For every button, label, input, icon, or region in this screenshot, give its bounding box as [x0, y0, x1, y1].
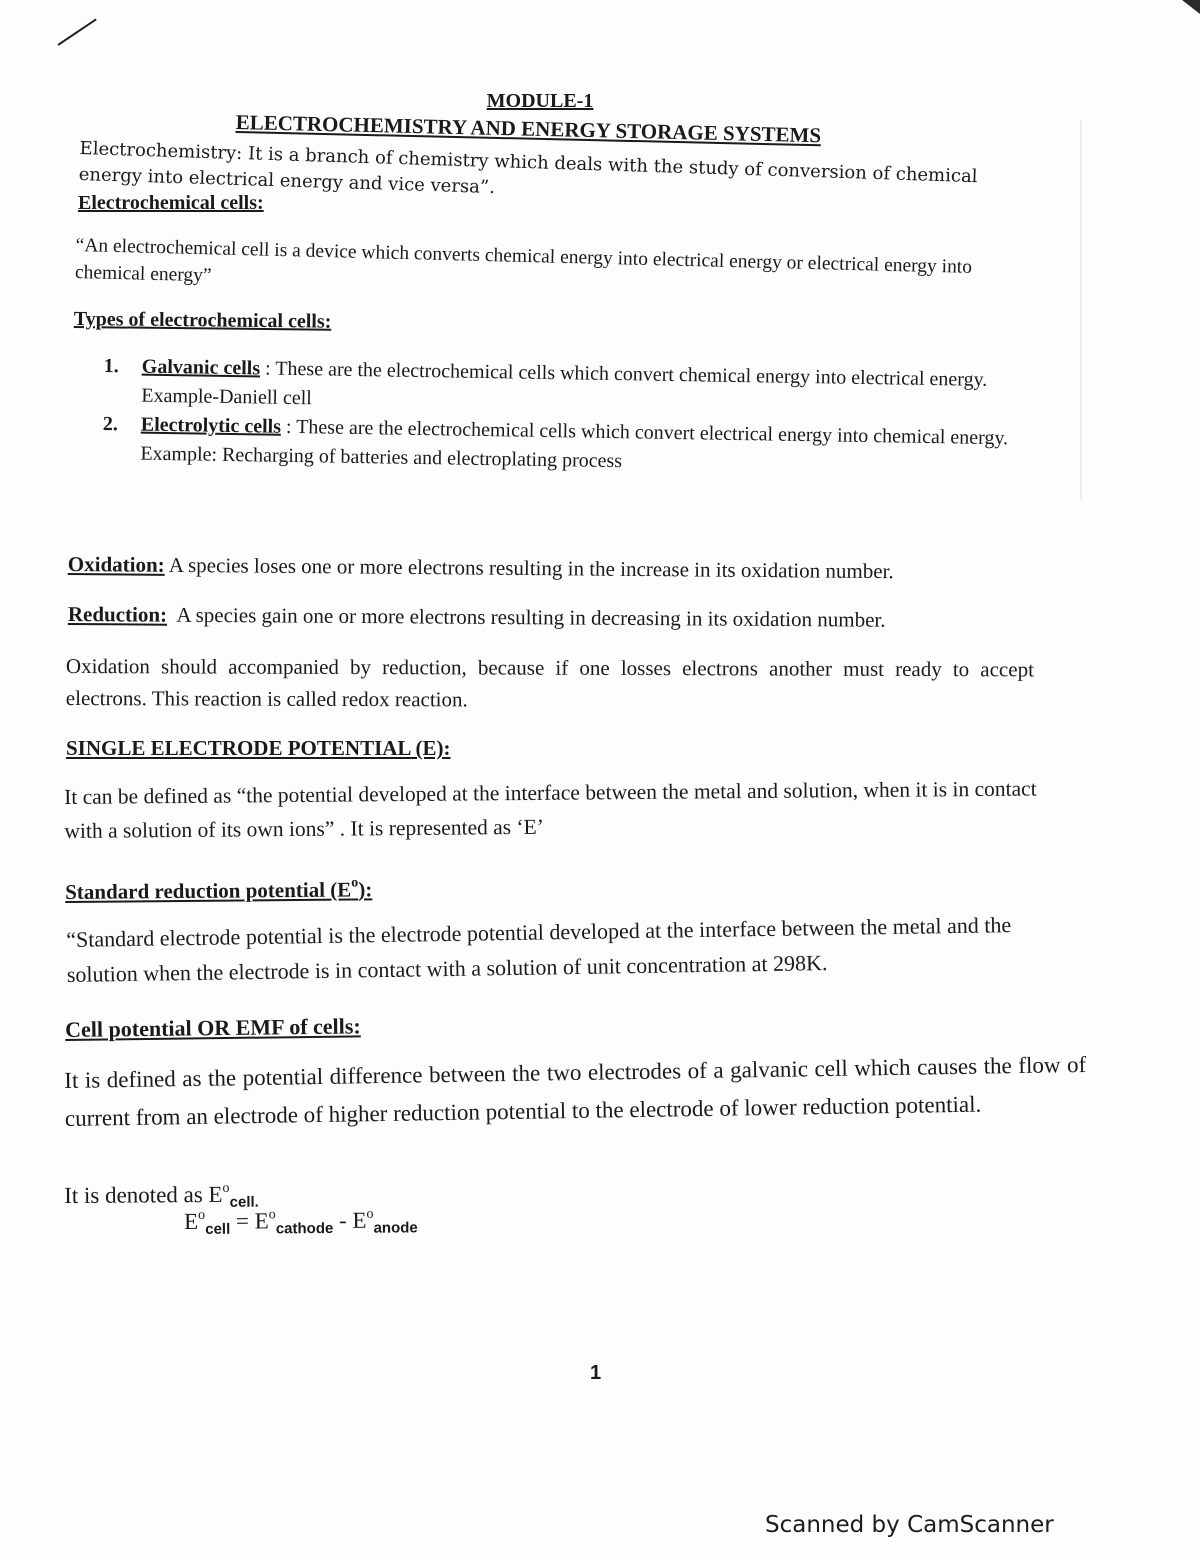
redox-paragraph: Oxidation should accompanied by reduction, because if one losses electrons another must ready to accept electrons. This reaction is called redox reaction.	[65, 654, 1034, 712]
intro-paragraph: Electrochemistry: It is a branch of chemistry which deals with the study of conversion of chemical energy into electrical energy and vice versa”.	[78, 137, 978, 199]
formula-minus: -	[333, 1207, 353, 1233]
formula-sub-anode: anode	[373, 1219, 418, 1237]
standard-reduction-heading-post: ):	[358, 877, 373, 902]
denoted-pre: It is denoted as E	[64, 1181, 223, 1208]
list-item-example: Example-Daniell cell	[141, 384, 312, 410]
scanner-watermark: Scanned by CamScanner	[765, 1512, 1054, 1538]
types-heading: Types of electrochemical cells:	[73, 307, 332, 333]
list-item-number: 2.	[102, 412, 119, 436]
list-item-separator: :	[259, 357, 276, 380]
corner-shadow-mark	[1182, 0, 1200, 14]
formula-sup: o	[268, 1207, 276, 1223]
list-item-term: Electrolytic cells	[140, 413, 282, 438]
list-item-separator: :	[280, 415, 297, 439]
scan-artifact-line	[1080, 120, 1082, 500]
formula-sub-cathode: cathode	[275, 1219, 334, 1238]
reduction-text: A species gain one or more electrons resulting in decreasing in its oxidation number.	[176, 602, 886, 632]
standard-reduction-heading-sup: o	[351, 875, 359, 891]
electrochemical-cell-definition: “An electrochemical cell is a device which converts chemical energy into electrical energy or electrical energy into chemical energy”	[74, 234, 973, 287]
list-item-term: Galvanic cells	[141, 355, 261, 380]
denoted-sub: cell.	[229, 1193, 259, 1211]
single-electrode-text: It can be defined as “the potential developed at the interface between the metal and solution, when it is in contact with a solution of its own ions” . It is represented as ‘E’	[64, 776, 1037, 843]
list-item-example: Example: Recharging of batteries and electroplating process	[140, 442, 623, 473]
formula-sup: o	[198, 1207, 206, 1223]
emf-formula	[184, 1206, 418, 1238]
types-list	[102, 352, 1014, 482]
formula-e-cell: E	[184, 1208, 199, 1234]
list-item-text: These are the electrochemical cells which convert chemical energy into electrical energy.	[275, 357, 988, 391]
list-item-number: 1.	[103, 354, 119, 378]
oxidation-heading: Oxidation:	[67, 551, 165, 577]
formula-equals: =	[230, 1208, 255, 1234]
page-number: 1	[590, 1362, 602, 1384]
standard-reduction-text: “Standard electrode potential is the electrode potential developed at the interface between the metal and the solution when the electrode is in contact with a solution of unit concentration at 298K.	[66, 912, 1012, 987]
formula-e-anode: E	[352, 1207, 367, 1233]
module-title: MODULE-1	[486, 90, 594, 112]
list-item-text: These are the electrochemical cells which convert electrical energy into chemical energy.	[296, 416, 1009, 450]
document-title: ELECTROCHEMISTRY AND ENERGY STORAGE SYSTEMS	[235, 110, 822, 148]
denoted-sup: o	[222, 1180, 230, 1196]
electrochemical-cells-heading: Electrochemical cells:	[78, 192, 264, 214]
formula-e-cathode: E	[254, 1208, 269, 1234]
single-electrode-heading: SINGLE ELECTRODE POTENTIAL (E):	[66, 736, 451, 760]
oxidation-definition	[68, 548, 894, 587]
formula-sub-cell: cell	[205, 1220, 231, 1238]
standard-reduction-heading	[65, 867, 372, 908]
cell-potential-text: It is defined as the potential difference between the two electrodes of a galvanic cell which causes the flow of current from an electrode of higher reduction potential to the electrode of lower reduction potential.	[64, 1051, 1087, 1131]
list-item-body	[140, 411, 1013, 483]
oxidation-text: A species loses one or more electrons resulting in the increase in its oxidation number.	[164, 552, 894, 584]
cell-potential-heading: Cell potential OR EMF of cells:	[65, 1013, 361, 1042]
reduction-definition	[68, 598, 886, 636]
formula-sup: o	[366, 1206, 374, 1222]
reduction-heading: Reduction:	[67, 601, 168, 627]
standard-reduction-heading-pre: Standard reduction potential (E	[65, 877, 352, 904]
pen-stroke-mark	[57, 18, 96, 45]
